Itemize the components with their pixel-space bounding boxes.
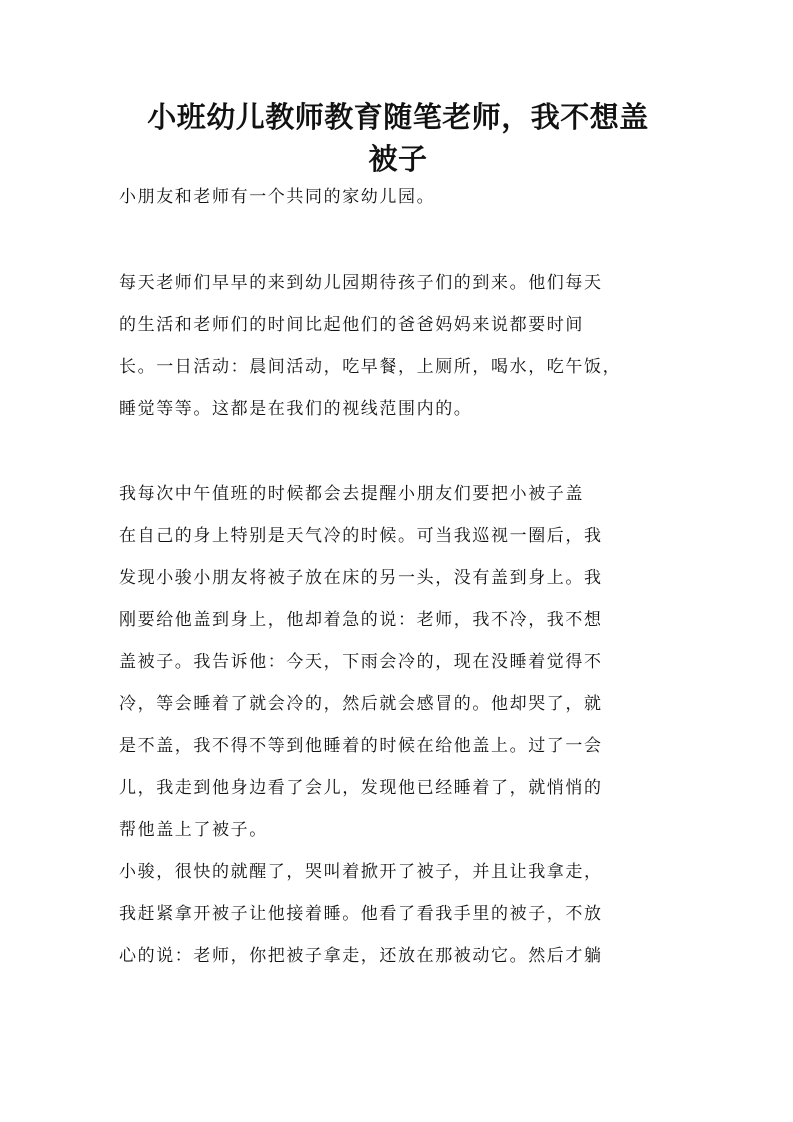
paragraph-nap-duty [119, 473, 679, 851]
paragraph-intro [119, 176, 679, 218]
text-line: 盖被子。我告诉他：今天，下雨会冷的，现在没睡着觉得不 [119, 652, 603, 672]
text-line: 心的说：老师，你把被子拿走，还放在那被动它。然后才躺 [119, 946, 603, 966]
document-title [118, 96, 678, 180]
text-line: 冷，等会睡着了就会冷的，然后就会感冒的。他却哭了，就 [119, 694, 603, 714]
paragraph-daily-routine [119, 262, 679, 430]
text-line: 我每次中午值班的时候都会去提醒小朋友们要把小被子盖 [119, 484, 584, 504]
text-line: 刚要给他盖到身上，他却着急的说：老师，我不冷，我不想 [119, 610, 603, 630]
text-line: 每天老师们早早的来到幼儿园期待孩子们的到来。他们每天 [119, 273, 603, 293]
text-line: 是不盖，我不得不等到他睡着的时候在给他盖上。过了一会 [119, 736, 603, 756]
title-line: 小班幼儿教师教育随笔老师，我不想盖 [147, 100, 649, 134]
paragraph-xiaojun-wakes [119, 851, 679, 977]
text-line: 睡觉等等。这都是在我们的视线范围内的。 [119, 399, 473, 419]
text-line: 儿，我走到他身边看了会儿，发现他已经睡着了，就悄悄的 [119, 778, 603, 798]
text-line: 小骏，很快的就醒了，哭叫着掀开了被子，并且让我拿走， [119, 862, 603, 882]
text-line: 我赶紧拿开被子让他接着睡。他看了看我手里的被子，不放 [119, 904, 603, 924]
title-line: 被子 [368, 142, 428, 176]
text-line: 长。一日活动：晨间活动，吃早餐，上厕所，喝水，吃午饭， [119, 357, 622, 377]
text-line: 在自己的身上特别是天气冷的时候。可当我巡视一圈后，我 [119, 526, 603, 546]
text-line: 的生活和老师们的时间比起他们的爸爸妈妈来说都要时间 [119, 315, 584, 335]
text-line: 小朋友和老师有一个共同的家幼儿园。 [119, 187, 436, 207]
text-line: 发现小骏小朋友将被子放在床的另一头，没有盖到身上。我 [119, 568, 603, 588]
text-line: 帮他盖上了被子。 [119, 820, 268, 840]
